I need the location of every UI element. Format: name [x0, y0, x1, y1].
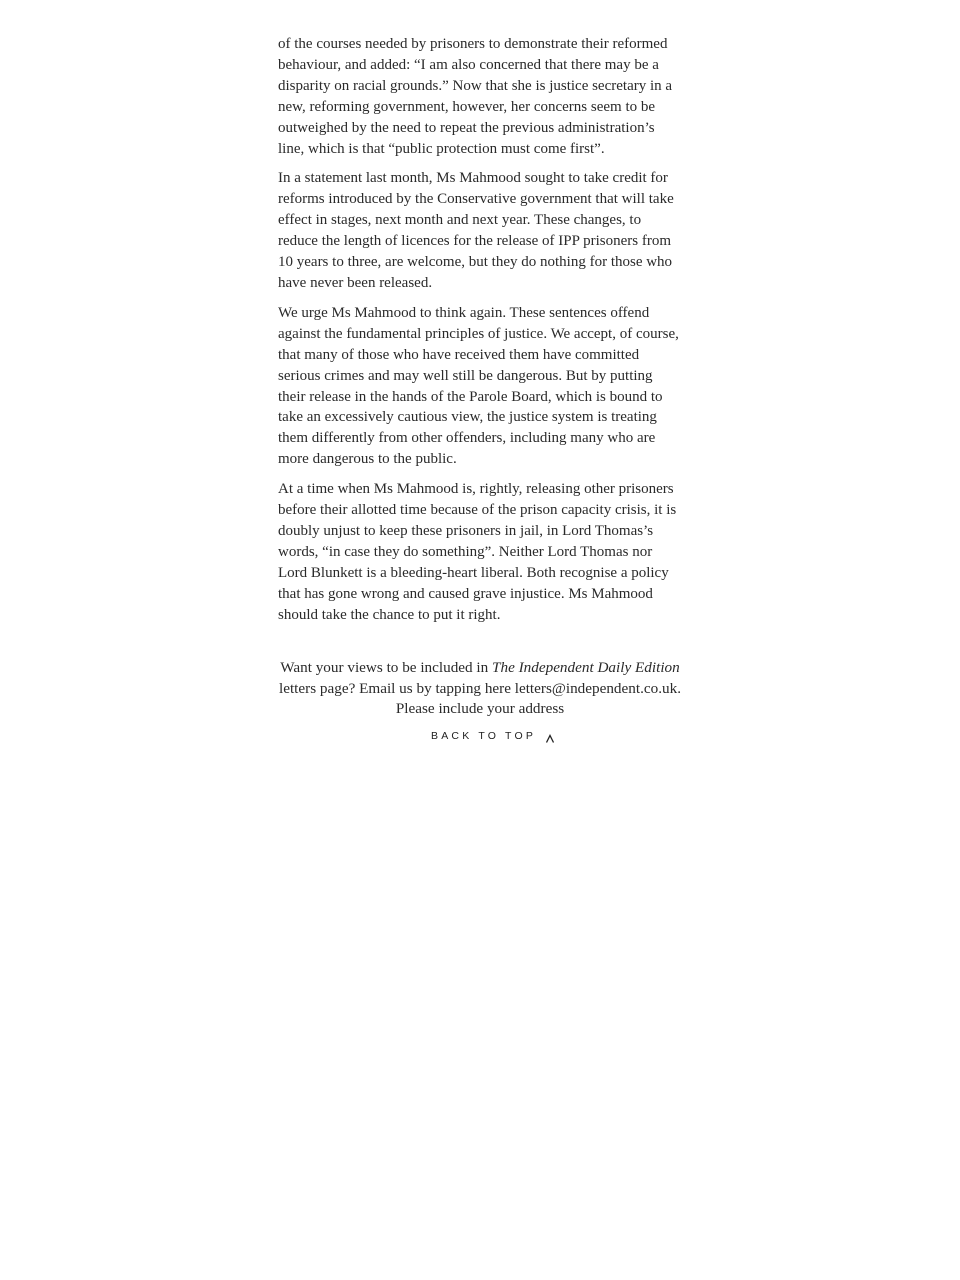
- back-to-top-button[interactable]: [431, 730, 555, 742]
- article-paragraph: of the courses needed by prisoners to demonstrate their reformed behaviour, and added: “I am also concerned that there may be a disparity on racial grounds.” Now that she is justice secretary in a new, reforming government, however, her concerns seem to be outweighed by the need to repeat the previous administration’s line, which is that “public protection must come first”.: [278, 36, 673, 157]
- article-paragraph: We urge Ms Mahmood to think again. These sentences offend against the fundamental principles of justice. We accept, of course, that many of those who have received them have committed serious crimes and may well still be dangerous. But by putting their release in the hands of the Parole Board, which is bound to take an excessively cautious view, the justice system is treating them differently from other offenders, including many who are more dangerous to the public.: [278, 304, 679, 468]
- article-paragraph: In a statement last month, Ms Mahmood sought to take credit for reforms introduced by the Conservative government that will take effect in stages, next month and next year. These changes, to reduce the length of licences for the release of IPP prisoners from 10 years to three, are welcome, but they do nothing for those who have never been released.: [278, 170, 674, 291]
- article-body: [278, 34, 682, 634]
- article-paragraph: At a time when Ms Mahmood is, rightly, releasing other prisoners before their allotted time because of the prison capacity crisis, it is doubly unjust to keep these prisoners in jail, in Lord Thomas’s words, “in case they do something”. Neither Lord Thomas nor Lord Blunkett is a bleeding-heart liberal. Both recognise a policy that has gone wrong and caused grave injustice. Ms Mahmood should take the chance to put it right.: [278, 481, 677, 623]
- publication-name: The Independent Daily Edition: [492, 659, 680, 676]
- letters-invitation: [262, 658, 698, 720]
- letters-intro-text: Want your views to be included in: [280, 659, 493, 676]
- back-to-top-label: BACK TO TOP: [431, 730, 537, 742]
- letters-page-text: letters page? Email us by tapping here: [279, 679, 515, 697]
- address-note: Please include your address: [395, 700, 565, 718]
- letters-email-suffix: .: [677, 679, 681, 697]
- caret-up-icon: [545, 731, 555, 741]
- letters-email-link[interactable]: letters@independent.co.uk: [514, 679, 678, 697]
